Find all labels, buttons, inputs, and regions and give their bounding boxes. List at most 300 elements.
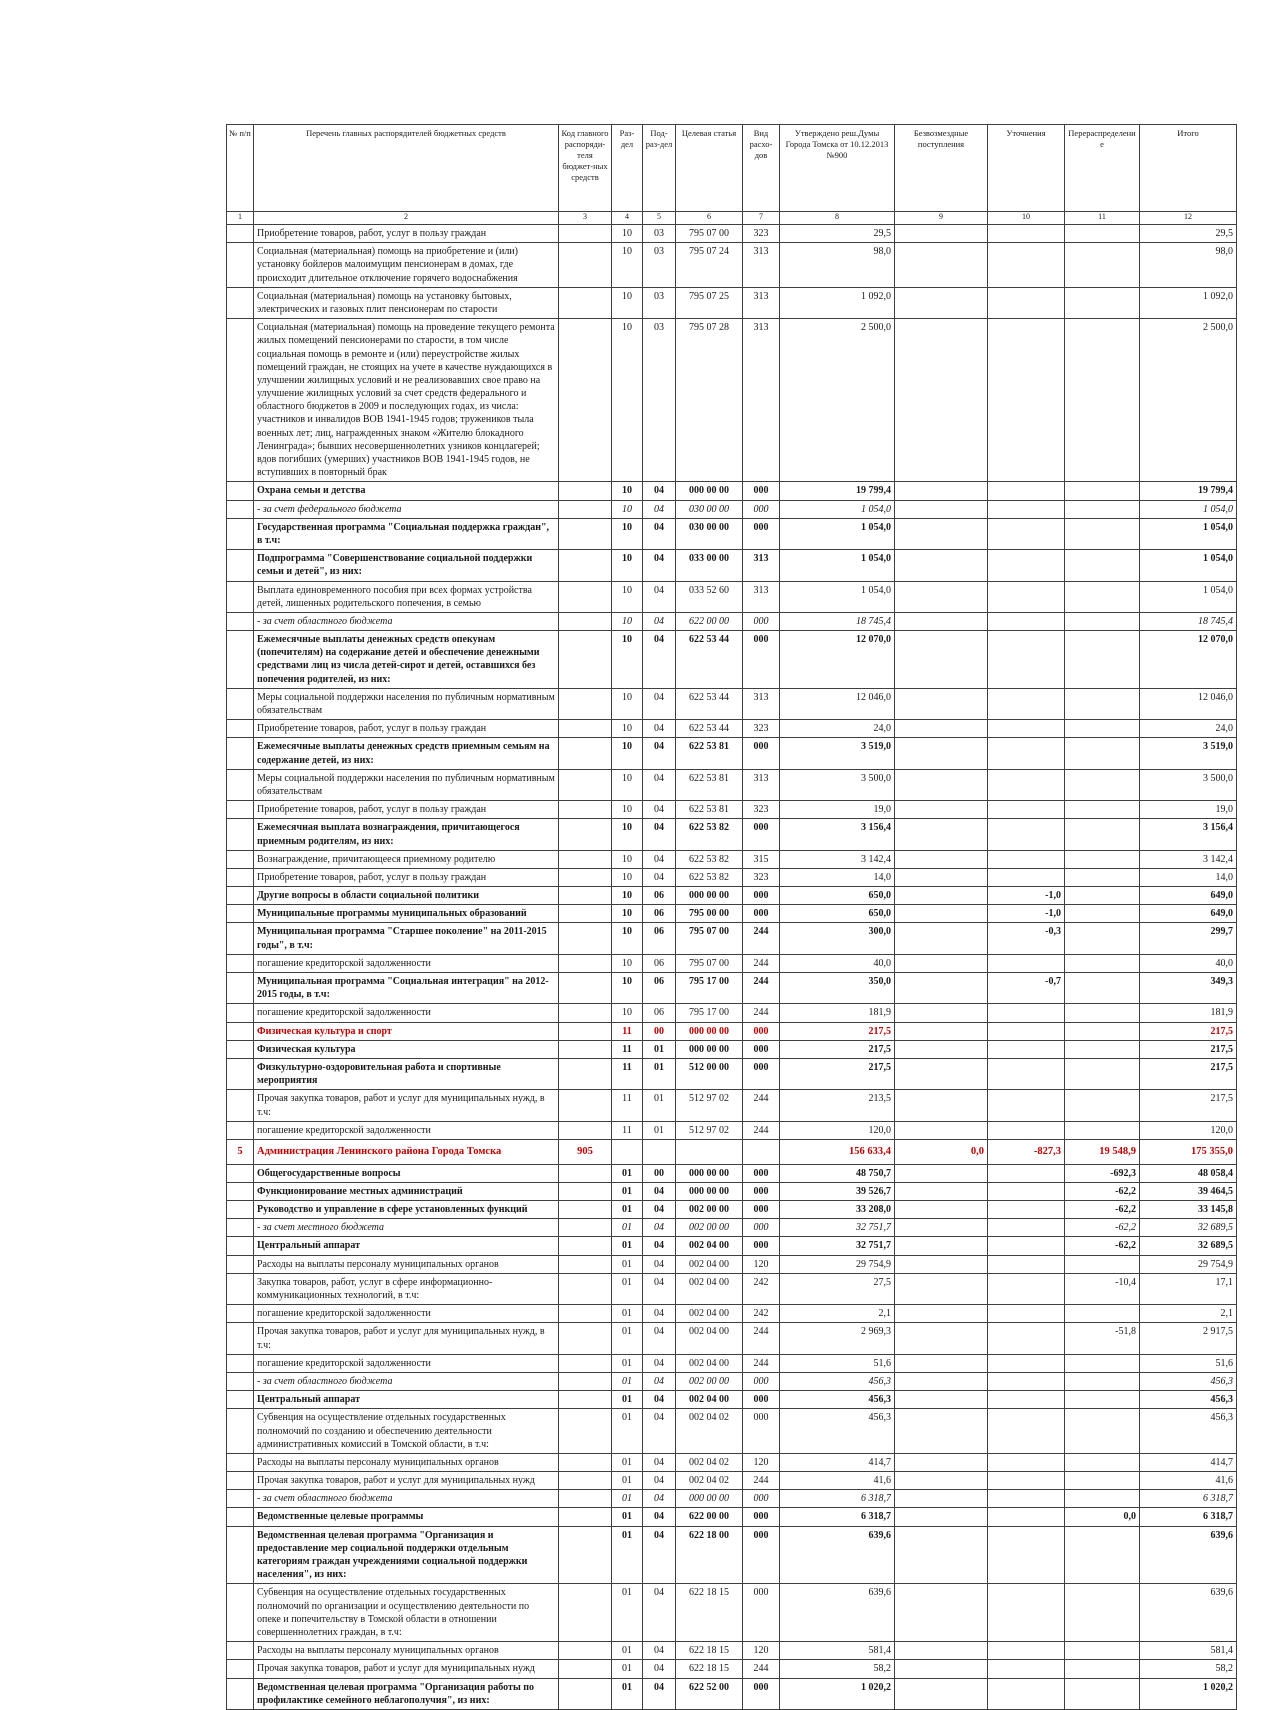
- cell-grant: [895, 1022, 988, 1040]
- cell-name: Центральный аппарат: [254, 1237, 559, 1255]
- cell-redistrib: [1065, 1354, 1140, 1372]
- cell-vid: 313: [743, 319, 780, 482]
- table-row: [227, 1391, 1237, 1409]
- cell-approved: 51,6: [780, 1354, 895, 1372]
- table-row: [227, 905, 1237, 923]
- cell-num: [227, 1372, 254, 1390]
- cell-podrazdel: 04: [643, 1182, 676, 1200]
- cell-target: 002 04 02: [676, 1472, 743, 1490]
- cell-clarify: [988, 500, 1065, 518]
- cell-grant: [895, 1323, 988, 1354]
- cell-razdel: 10: [612, 720, 643, 738]
- cell-vid: 313: [743, 688, 780, 719]
- cell-razdel: 01: [612, 1164, 643, 1182]
- cell-podrazdel: 04: [643, 518, 676, 549]
- cell-vid: 000: [743, 905, 780, 923]
- cell-name: Расходы на выплаты персоналу муниципальных органов: [254, 1642, 559, 1660]
- cell-approved: 27,5: [780, 1273, 895, 1304]
- cell-code: [559, 954, 612, 972]
- cell-clarify: [988, 287, 1065, 318]
- cell-approved: 39 526,7: [780, 1182, 895, 1200]
- table-row: [227, 1164, 1237, 1182]
- cell-grant: [895, 1508, 988, 1526]
- cell-grant: [895, 1305, 988, 1323]
- cell-vid: 244: [743, 954, 780, 972]
- cell-total: 581,4: [1140, 1642, 1237, 1660]
- cell-approved: 19 799,4: [780, 482, 895, 500]
- cell-redistrib: [1065, 1660, 1140, 1678]
- header-row-labels: [227, 125, 1237, 212]
- cell-target: 622 00 00: [676, 1508, 743, 1526]
- table-row: [227, 850, 1237, 868]
- cell-redistrib: [1065, 518, 1140, 549]
- cell-clarify: -1,0: [988, 887, 1065, 905]
- cell-code: [559, 287, 612, 318]
- cell-total: 48 058,4: [1140, 1164, 1237, 1182]
- cell-total: 29 754,9: [1140, 1255, 1237, 1273]
- cell-num: [227, 720, 254, 738]
- cell-podrazdel: 04: [643, 550, 676, 581]
- cell-grant: [895, 1391, 988, 1409]
- cell-vid: 313: [743, 550, 780, 581]
- cell-redistrib: [1065, 1040, 1140, 1058]
- cell-clarify: [988, 1121, 1065, 1139]
- cell-name: Закупка товаров, работ, услуг в сфере информационно-коммуникационных технологий, в т.ч:: [254, 1273, 559, 1304]
- cell-total: 32 689,5: [1140, 1237, 1237, 1255]
- cell-podrazdel: 04: [643, 1201, 676, 1219]
- cell-vid: 000: [743, 1391, 780, 1409]
- cell-clarify: [988, 738, 1065, 769]
- cell-vid: 000: [743, 1526, 780, 1584]
- cell-redistrib: [1065, 1490, 1140, 1508]
- cell-code: [559, 850, 612, 868]
- cell-code: [559, 243, 612, 288]
- cell-redistrib: [1065, 868, 1140, 886]
- cell-num: [227, 1453, 254, 1471]
- cell-approved: 32 751,7: [780, 1219, 895, 1237]
- cell-vid: 323: [743, 225, 780, 243]
- cell-grant: [895, 738, 988, 769]
- cell-podrazdel: 03: [643, 319, 676, 482]
- cell-vid: 000: [743, 482, 780, 500]
- cell-redistrib: [1065, 973, 1140, 1004]
- cell-razdel: 10: [612, 905, 643, 923]
- cell-approved: 639,6: [780, 1526, 895, 1584]
- cell-target: 622 53 81: [676, 738, 743, 769]
- cell-razdel: 11: [612, 1121, 643, 1139]
- cell-grant: [895, 973, 988, 1004]
- cell-target: 795 00 00: [676, 905, 743, 923]
- column-header-code: Код главного распоряди-теля бюджет-ных средств: [559, 125, 612, 212]
- cell-num: [227, 612, 254, 630]
- cell-clarify: [988, 769, 1065, 800]
- cell-total: 217,5: [1140, 1090, 1237, 1121]
- cell-clarify: [988, 1584, 1065, 1642]
- cell-target: 622 18 15: [676, 1660, 743, 1678]
- cell-approved: 156 633,4: [780, 1139, 895, 1164]
- table-row: [227, 225, 1237, 243]
- cell-code: [559, 1121, 612, 1139]
- cell-clarify: [988, 1354, 1065, 1372]
- cell-razdel: 01: [612, 1391, 643, 1409]
- cell-num: [227, 819, 254, 850]
- cell-total: 639,6: [1140, 1526, 1237, 1584]
- cell-target: 512 97 02: [676, 1090, 743, 1121]
- cell-total: 649,0: [1140, 905, 1237, 923]
- cell-approved: 12 070,0: [780, 631, 895, 689]
- cell-code: [559, 1090, 612, 1121]
- column-number-vid: 7: [743, 212, 780, 225]
- cell-razdel: 10: [612, 738, 643, 769]
- cell-razdel: 11: [612, 1058, 643, 1089]
- cell-vid: 323: [743, 801, 780, 819]
- table-row: [227, 1472, 1237, 1490]
- cell-redistrib: -51,8: [1065, 1323, 1140, 1354]
- cell-razdel: 01: [612, 1305, 643, 1323]
- cell-total: 456,3: [1140, 1391, 1237, 1409]
- cell-code: [559, 1526, 612, 1584]
- cell-name: Руководство и управление в сфере установленных функций: [254, 1201, 559, 1219]
- cell-total: 1 054,0: [1140, 518, 1237, 549]
- cell-clarify: [988, 1391, 1065, 1409]
- cell-target: 795 07 25: [676, 287, 743, 318]
- cell-total: 639,6: [1140, 1584, 1237, 1642]
- cell-podrazdel: [643, 1139, 676, 1164]
- cell-clarify: [988, 1040, 1065, 1058]
- cell-code: [559, 1040, 612, 1058]
- cell-num: [227, 225, 254, 243]
- cell-clarify: [988, 1201, 1065, 1219]
- cell-num: [227, 1642, 254, 1660]
- cell-razdel: 10: [612, 612, 643, 630]
- cell-redistrib: [1065, 923, 1140, 954]
- cell-clarify: [988, 954, 1065, 972]
- cell-approved: 6 318,7: [780, 1508, 895, 1526]
- cell-name: Ведомственные целевые программы: [254, 1508, 559, 1526]
- table-row: [227, 500, 1237, 518]
- cell-clarify: [988, 225, 1065, 243]
- cell-clarify: -0,7: [988, 973, 1065, 1004]
- cell-redistrib: [1065, 1305, 1140, 1323]
- cell-vid: 120: [743, 1453, 780, 1471]
- cell-redistrib: [1065, 243, 1140, 288]
- cell-num: [227, 1004, 254, 1022]
- table-row: [227, 1305, 1237, 1323]
- cell-podrazdel: 06: [643, 1004, 676, 1022]
- cell-razdel: 01: [612, 1453, 643, 1471]
- cell-name: Прочая закупка товаров, работ и услуг для муниципальных нужд, в т.ч:: [254, 1323, 559, 1354]
- table-row: [227, 1508, 1237, 1526]
- cell-grant: [895, 769, 988, 800]
- cell-code: 905: [559, 1139, 612, 1164]
- table-row: [227, 1201, 1237, 1219]
- cell-vid: 000: [743, 1409, 780, 1454]
- column-number-code: 3: [559, 212, 612, 225]
- table-row: [227, 1022, 1237, 1040]
- cell-grant: [895, 225, 988, 243]
- cell-name: - за счет областного бюджета: [254, 1490, 559, 1508]
- cell-num: [227, 243, 254, 288]
- cell-vid: 313: [743, 581, 780, 612]
- cell-podrazdel: 04: [643, 482, 676, 500]
- cell-name: Расходы на выплаты персоналу муниципальных органов: [254, 1453, 559, 1471]
- cell-target: 795 17 00: [676, 1004, 743, 1022]
- cell-code: [559, 1237, 612, 1255]
- cell-approved: 14,0: [780, 868, 895, 886]
- cell-razdel: 01: [612, 1273, 643, 1304]
- cell-clarify: [988, 482, 1065, 500]
- cell-redistrib: [1065, 801, 1140, 819]
- cell-podrazdel: 04: [643, 631, 676, 689]
- cell-num: [227, 319, 254, 482]
- cell-name: Вознаграждение, причитающееся приемному родителю: [254, 850, 559, 868]
- cell-approved: 217,5: [780, 1058, 895, 1089]
- cell-razdel: 10: [612, 243, 643, 288]
- cell-code: [559, 973, 612, 1004]
- cell-redistrib: [1065, 1090, 1140, 1121]
- table-row: [227, 631, 1237, 689]
- cell-num: [227, 1584, 254, 1642]
- cell-razdel: 10: [612, 973, 643, 1004]
- cell-redistrib: [1065, 225, 1140, 243]
- cell-vid: 000: [743, 1508, 780, 1526]
- cell-podrazdel: 04: [643, 1490, 676, 1508]
- cell-num: [227, 500, 254, 518]
- column-header-podrazdel: Под-раз-дел: [643, 125, 676, 212]
- cell-redistrib: [1065, 887, 1140, 905]
- table-row: [227, 1219, 1237, 1237]
- cell-razdel: 01: [612, 1490, 643, 1508]
- cell-vid: 000: [743, 1022, 780, 1040]
- cell-approved: 98,0: [780, 243, 895, 288]
- cell-num: [227, 1323, 254, 1354]
- cell-num: [227, 887, 254, 905]
- cell-clarify: [988, 612, 1065, 630]
- cell-vid: 244: [743, 1660, 780, 1678]
- cell-num: [227, 287, 254, 318]
- cell-podrazdel: 04: [643, 1255, 676, 1273]
- cell-razdel: 10: [612, 287, 643, 318]
- cell-razdel: 10: [612, 819, 643, 850]
- cell-vid: 244: [743, 1472, 780, 1490]
- cell-code: [559, 1164, 612, 1182]
- cell-code: [559, 550, 612, 581]
- cell-name: Центральный аппарат: [254, 1391, 559, 1409]
- cell-grant: [895, 550, 988, 581]
- cell-podrazdel: 03: [643, 225, 676, 243]
- cell-name: Муниципальная программа "Старшее поколение" на 2011-2015 годы", в т.ч:: [254, 923, 559, 954]
- cell-grant: [895, 1526, 988, 1584]
- cell-total: 349,3: [1140, 973, 1237, 1004]
- cell-num: [227, 1472, 254, 1490]
- cell-clarify: [988, 1453, 1065, 1471]
- cell-vid: 244: [743, 1121, 780, 1139]
- cell-razdel: 10: [612, 887, 643, 905]
- table-row: [227, 1354, 1237, 1372]
- cell-approved: 48 750,7: [780, 1164, 895, 1182]
- cell-approved: 1 054,0: [780, 518, 895, 549]
- cell-grant: [895, 1219, 988, 1237]
- cell-approved: 29 754,9: [780, 1255, 895, 1273]
- cell-grant: [895, 1058, 988, 1089]
- cell-name: Прочая закупка товаров, работ и услуг для муниципальных нужд: [254, 1660, 559, 1678]
- cell-total: 1 020,2: [1140, 1678, 1237, 1709]
- column-number-clarify: 10: [988, 212, 1065, 225]
- cell-podrazdel: 06: [643, 887, 676, 905]
- cell-num: [227, 1058, 254, 1089]
- cell-approved: 217,5: [780, 1040, 895, 1058]
- cell-podrazdel: 01: [643, 1090, 676, 1121]
- cell-clarify: [988, 1372, 1065, 1390]
- cell-num: [227, 1526, 254, 1584]
- cell-redistrib: [1065, 1058, 1140, 1089]
- cell-podrazdel: 00: [643, 1164, 676, 1182]
- cell-code: [559, 1660, 612, 1678]
- cell-target: 002 04 00: [676, 1237, 743, 1255]
- cell-grant: [895, 482, 988, 500]
- cell-name: - за счет областного бюджета: [254, 1372, 559, 1390]
- cell-grant: [895, 1354, 988, 1372]
- cell-clarify: [988, 1305, 1065, 1323]
- cell-clarify: [988, 550, 1065, 581]
- cell-code: [559, 1273, 612, 1304]
- cell-code: [559, 720, 612, 738]
- cell-redistrib: [1065, 1409, 1140, 1454]
- table-row: [227, 688, 1237, 719]
- cell-code: [559, 688, 612, 719]
- cell-total: 39 464,5: [1140, 1182, 1237, 1200]
- cell-approved: 2 969,3: [780, 1323, 895, 1354]
- cell-podrazdel: 01: [643, 1058, 676, 1089]
- cell-approved: 2 500,0: [780, 319, 895, 482]
- cell-name: Приобретение товаров, работ, услуг в пользу граждан: [254, 801, 559, 819]
- table-row: [227, 738, 1237, 769]
- cell-clarify: [988, 1164, 1065, 1182]
- cell-target: 030 00 00: [676, 518, 743, 549]
- column-number-name: 2: [254, 212, 559, 225]
- cell-podrazdel: 04: [643, 688, 676, 719]
- column-number-target: 6: [676, 212, 743, 225]
- cell-clarify: [988, 850, 1065, 868]
- cell-total: 2 917,5: [1140, 1323, 1237, 1354]
- cell-total: 40,0: [1140, 954, 1237, 972]
- cell-razdel: 10: [612, 954, 643, 972]
- cell-vid: 313: [743, 769, 780, 800]
- cell-target: 002 04 00: [676, 1391, 743, 1409]
- cell-podrazdel: 04: [643, 1642, 676, 1660]
- cell-num: [227, 1237, 254, 1255]
- cell-name: Ежемесячные выплаты денежных средств опекунам (попечителям) на содержание детей и обеспечение денежными средствами лиц из числа детей-сирот и детей, оставшихся без попечения родителей, из них:: [254, 631, 559, 689]
- cell-total: 649,0: [1140, 887, 1237, 905]
- cell-code: [559, 1022, 612, 1040]
- cell-grant: [895, 581, 988, 612]
- cell-redistrib: [1065, 1391, 1140, 1409]
- cell-total: 6 318,7: [1140, 1490, 1237, 1508]
- cell-podrazdel: 04: [643, 1273, 676, 1304]
- cell-approved: 581,4: [780, 1642, 895, 1660]
- table-row: [227, 1273, 1237, 1304]
- table-row: [227, 287, 1237, 318]
- cell-razdel: 01: [612, 1526, 643, 1584]
- cell-clarify: [988, 1058, 1065, 1089]
- cell-razdel: 01: [612, 1354, 643, 1372]
- cell-num: [227, 1660, 254, 1678]
- table-row: [227, 581, 1237, 612]
- cell-name: Государственная программа "Социальная поддержка граждан", в т.ч:: [254, 518, 559, 549]
- cell-clarify: [988, 1409, 1065, 1454]
- table-row: [227, 1642, 1237, 1660]
- table-row: [227, 1255, 1237, 1273]
- cell-approved: 40,0: [780, 954, 895, 972]
- cell-razdel: 01: [612, 1678, 643, 1709]
- cell-vid: 120: [743, 1255, 780, 1273]
- cell-num: [227, 1490, 254, 1508]
- cell-podrazdel: 03: [643, 287, 676, 318]
- cell-total: 19 799,4: [1140, 482, 1237, 500]
- cell-target: 000 00 00: [676, 887, 743, 905]
- table-row: [227, 801, 1237, 819]
- cell-clarify: [988, 1004, 1065, 1022]
- cell-num: [227, 1040, 254, 1058]
- cell-target: 002 00 00: [676, 1372, 743, 1390]
- cell-razdel: 10: [612, 500, 643, 518]
- cell-name: Другие вопросы в области социальной политики: [254, 887, 559, 905]
- cell-vid: 323: [743, 720, 780, 738]
- cell-name: Муниципальная программа "Социальная интеграция" на 2012-2015 годы, в т.ч:: [254, 973, 559, 1004]
- table-row: [227, 550, 1237, 581]
- cell-target: 000 00 00: [676, 1490, 743, 1508]
- cell-name: Приобретение товаров, работ, услуг в пользу граждан: [254, 868, 559, 886]
- cell-target: 622 52 00: [676, 1678, 743, 1709]
- cell-vid: 242: [743, 1305, 780, 1323]
- cell-target: 000 00 00: [676, 1182, 743, 1200]
- cell-code: [559, 1182, 612, 1200]
- cell-name: Приобретение товаров, работ, услуг в пользу граждан: [254, 720, 559, 738]
- cell-vid: 120: [743, 1642, 780, 1660]
- cell-podrazdel: 04: [643, 801, 676, 819]
- cell-clarify: [988, 1490, 1065, 1508]
- cell-num: [227, 973, 254, 1004]
- cell-code: [559, 631, 612, 689]
- cell-code: [559, 518, 612, 549]
- cell-podrazdel: 04: [643, 1526, 676, 1584]
- cell-num: [227, 954, 254, 972]
- table-row: [227, 1058, 1237, 1089]
- cell-approved: 456,3: [780, 1391, 895, 1409]
- cell-podrazdel: 04: [643, 1584, 676, 1642]
- cell-podrazdel: 04: [643, 819, 676, 850]
- cell-vid: 323: [743, 868, 780, 886]
- cell-clarify: [988, 1022, 1065, 1040]
- cell-target: 000 00 00: [676, 1164, 743, 1182]
- cell-vid: 000: [743, 1058, 780, 1089]
- cell-grant: [895, 1121, 988, 1139]
- cell-target: 002 00 00: [676, 1219, 743, 1237]
- cell-clarify: [988, 1219, 1065, 1237]
- cell-total: 12 046,0: [1140, 688, 1237, 719]
- cell-num: [227, 1182, 254, 1200]
- cell-clarify: [988, 1660, 1065, 1678]
- cell-grant: [895, 1040, 988, 1058]
- cell-grant: [895, 1273, 988, 1304]
- cell-vid: 000: [743, 1219, 780, 1237]
- cell-redistrib: [1065, 482, 1140, 500]
- cell-num: [227, 1305, 254, 1323]
- cell-code: [559, 1058, 612, 1089]
- cell-total: 29,5: [1140, 225, 1237, 243]
- cell-grant: [895, 1004, 988, 1022]
- cell-name: - за счет местного бюджета: [254, 1219, 559, 1237]
